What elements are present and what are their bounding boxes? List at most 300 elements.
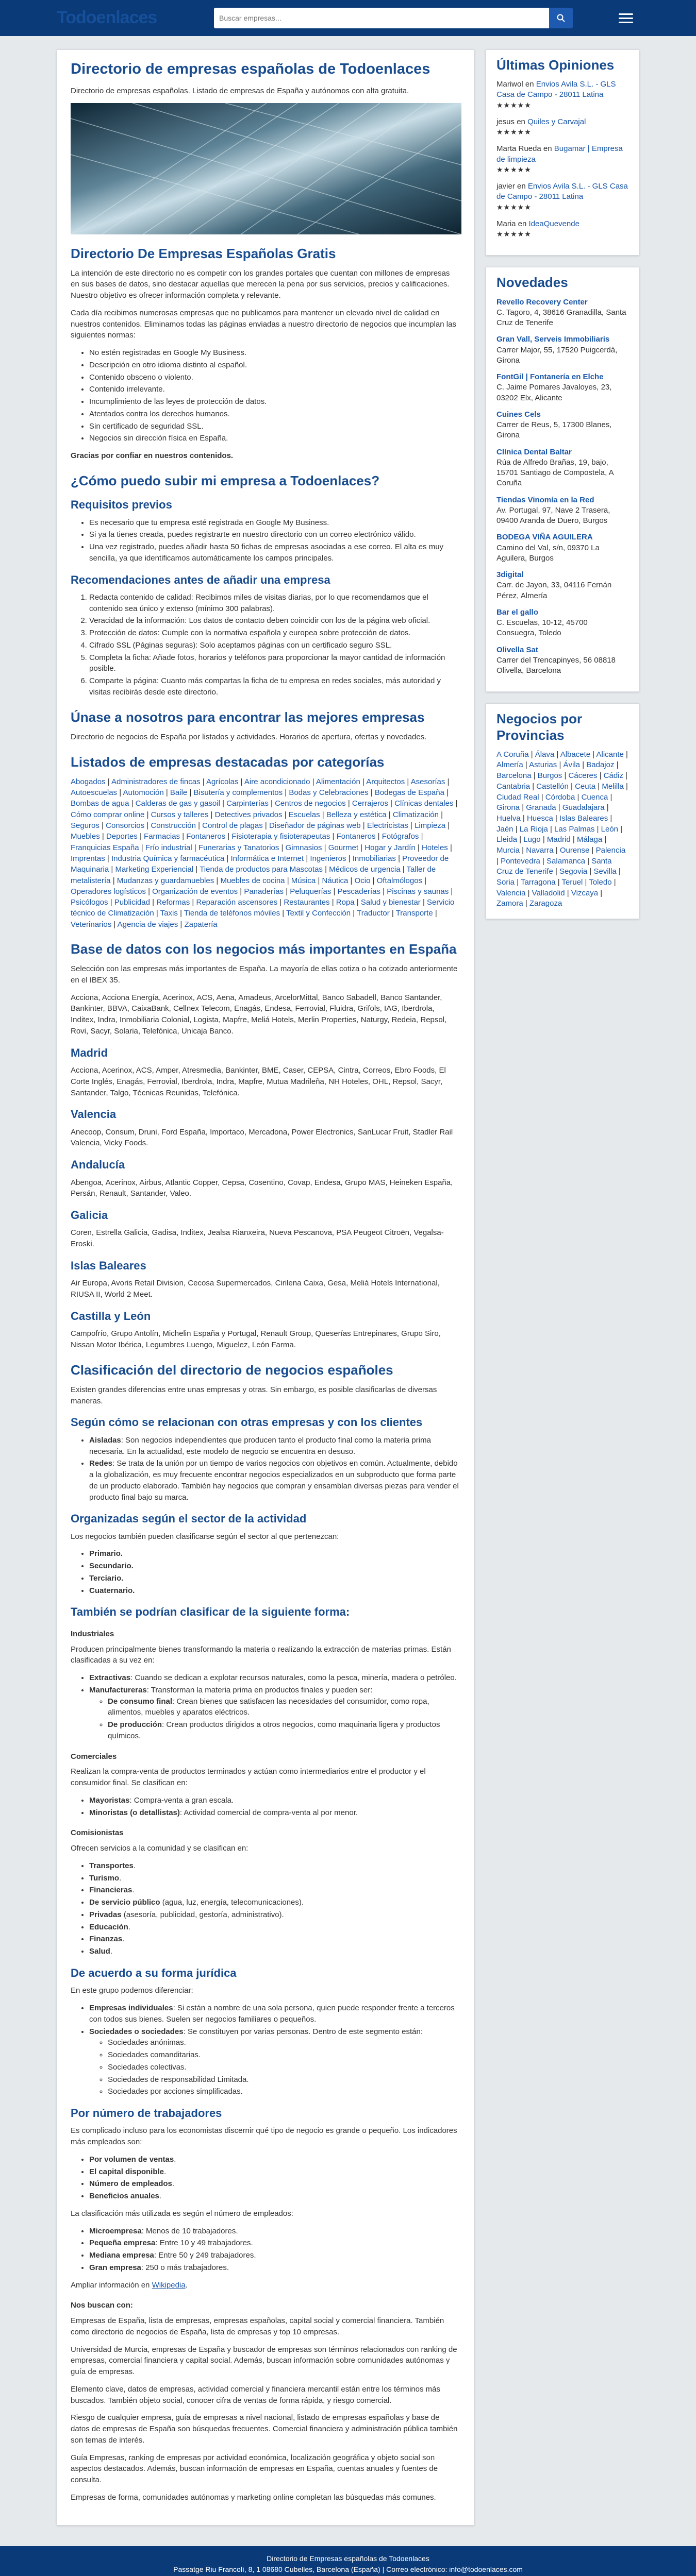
list-item-desc: : Entre 50 y 249 trabajadores. xyxy=(154,2251,256,2260)
category-link[interactable]: Transporte xyxy=(395,909,433,918)
list-item-desc: . xyxy=(119,1873,122,1883)
list-item-term: De servicio público xyxy=(89,1898,160,1907)
category-link[interactable]: Industria Química y farmacéutica xyxy=(111,854,225,863)
category-link[interactable]: Marketing Experiencial xyxy=(115,865,194,874)
rating-stars: ★★★★★ xyxy=(496,202,532,211)
list-item xyxy=(89,2238,460,2249)
region-title: Andalucía xyxy=(71,1158,125,1172)
category-link[interactable]: Cursos y talleres xyxy=(151,810,209,819)
news-list xyxy=(496,297,628,676)
alt-classification-title: También se podrían clasificar de la siguiente forma: xyxy=(71,1605,350,1619)
province-link[interactable]: Zamora xyxy=(496,899,523,908)
province-link[interactable]: Valencia xyxy=(496,888,526,897)
region-companies: Abengoa, Acerinox, Airbus, Atlantic Copper, Cepsa, Cosentino, Covap, Endesa, Grupo MAS, Heineken España, Persán, Renault, Santander, Valeo. xyxy=(71,1178,453,1198)
category-link[interactable]: Asesorías xyxy=(410,777,445,786)
category-link[interactable]: Reparación ascensores xyxy=(196,898,278,907)
list-item: • Descripción en otro idioma distinto al español. xyxy=(89,360,460,371)
news-company-address: Camino del Val, s/n, 09370 La Aguilera, Burgos xyxy=(496,543,600,563)
category-link[interactable]: Escuelas xyxy=(288,810,320,819)
region-companies: Air Europa, Avoris Retail Division, Cecosa Supermercados, Cirilena Caixa, Gesa, Meliá Hotels International, RIUSA II, World 2 Meet. xyxy=(71,1279,440,1299)
news-item xyxy=(496,410,628,441)
category-link[interactable]: Taxis xyxy=(160,909,178,918)
province-link[interactable]: Cádiz xyxy=(603,771,623,781)
category-link[interactable]: Automoción xyxy=(123,788,164,798)
list-item xyxy=(89,1934,460,1945)
list-item-desc: . xyxy=(110,1947,113,1956)
section-database-title: Base de datos con los negocios más importantes en España xyxy=(71,941,457,957)
sectors-title: Organizadas según el sector de la actividad xyxy=(71,1512,307,1526)
category-link[interactable]: Frío industrial xyxy=(145,843,192,852)
review-connector: en xyxy=(516,219,529,228)
province-link[interactable]: Santa Cruz de Tenerife xyxy=(496,856,612,876)
category-link[interactable]: Alimentación xyxy=(316,777,360,786)
list-item-desc: . xyxy=(164,2167,167,2176)
list-item-desc: (agua, luz, energía, telecomunicaciones). xyxy=(160,1898,304,1907)
category-link[interactable]: Hogar y Jardín xyxy=(364,843,416,852)
category-link[interactable]: Náutica xyxy=(322,876,349,885)
province-link[interactable]: Cuenca xyxy=(581,792,608,802)
category-link[interactable]: Servicio técnico de Climatización xyxy=(71,898,455,918)
province-link[interactable]: Valladolid xyxy=(532,888,565,897)
province-link[interactable]: Murcia xyxy=(496,845,520,855)
news-company-link[interactable]: Revello Recovery Center xyxy=(496,297,588,307)
list-item xyxy=(89,1672,460,1684)
category-link[interactable]: Belleza y estética xyxy=(326,810,387,819)
province-link[interactable]: Las Palmas xyxy=(554,824,595,834)
list-item-desc: : Cuando se dedican a explotar recursos naturales, como la pesca, minería, madera o petróleo. xyxy=(130,1673,457,1683)
news-company-link[interactable]: BODEGA VIÑA AGUILERA xyxy=(496,533,593,542)
review-connector: en xyxy=(515,182,528,191)
news-company-link[interactable]: Gran Vall, Serveis Immobiliaris xyxy=(496,335,610,344)
province-link[interactable]: Ceuta xyxy=(575,782,596,791)
category-link[interactable]: Publicidad xyxy=(114,898,150,907)
category-link[interactable]: Centros de negocios xyxy=(275,799,346,808)
category-link[interactable]: Bodas y Celebraciones xyxy=(289,788,369,798)
region-title: Castilla y León xyxy=(71,1309,151,1323)
category-link[interactable]: Aire acondicionado xyxy=(244,777,310,786)
page-title: Directorio de empresas españolas de Todoenlaces xyxy=(71,61,430,77)
news-company-link[interactable]: 3digital xyxy=(496,570,524,580)
province-link[interactable]: Barcelona xyxy=(496,771,532,781)
latest-reviews-box xyxy=(486,49,639,256)
category-link[interactable]: Mudanzas y guardamuebles xyxy=(117,876,214,885)
category-link[interactable]: Gimnasios xyxy=(285,843,322,852)
list-item-desc: : Crean productos dirigidos a otros negocios, como maquinaria ligera y productos químicos. xyxy=(108,1720,440,1740)
recommendations-title: Recomendaciones antes de añadir una empresa xyxy=(71,573,330,586)
list-item: ◦ Sociedades colectivas. xyxy=(108,2062,460,2073)
category-link[interactable]: Funerarias y Tanatorios xyxy=(198,843,279,852)
category-link[interactable]: Bombas de agua xyxy=(71,799,129,808)
province-link[interactable]: Melilla xyxy=(602,782,624,791)
site-logo[interactable]: Todoenlaces xyxy=(57,8,157,28)
category-link[interactable]: Farmacias xyxy=(144,832,180,841)
search-bar xyxy=(214,8,573,28)
news-company-address: C. Escuelas, 10-12, 45700 Consuegra, Toledo xyxy=(496,618,588,638)
list-item xyxy=(89,1860,460,1872)
list-item-term: Empresas individuales xyxy=(89,2004,173,2013)
category-link[interactable]: Restaurantes xyxy=(284,898,330,907)
list-item-term: Por volumen de ventas xyxy=(89,2155,174,2164)
review-user: jesus xyxy=(496,117,515,126)
region-title: Galicia xyxy=(71,1209,108,1222)
province-link[interactable]: Cáceres xyxy=(568,771,598,781)
recommendations-list xyxy=(71,592,460,698)
category-link[interactable]: Ocio xyxy=(354,876,371,885)
province-link[interactable]: Pontevedra xyxy=(501,856,540,866)
reviews-list xyxy=(496,79,628,240)
category-link[interactable]: Arquitectos xyxy=(366,777,405,786)
category-link[interactable]: Tienda de teléfonos móviles xyxy=(184,909,280,918)
news-item xyxy=(496,447,628,489)
list-item-desc: : Transforman la materia prima en productos finales y pueden ser: xyxy=(146,1685,373,1694)
list-item: • Primario. xyxy=(89,1548,460,1560)
wikipedia-link[interactable]: Wikipedia xyxy=(152,2280,186,2290)
list-item-term: Mediana empresa xyxy=(89,2251,154,2260)
category-link[interactable]: Textil y Confección xyxy=(286,909,351,918)
list-item: • Es necesario que tu empresa esté registrada en Google My Business. xyxy=(89,517,460,529)
list-item-desc: : Si están a nombre de una sola persona, quien puede responder frente a terceros con todos sus bienes. Suelen ser negocios familiares o pequeños. xyxy=(89,2004,455,2024)
provinces-title: Negocios por Provincias xyxy=(496,711,583,743)
category-link[interactable]: Limpieza xyxy=(415,821,446,831)
news-company-address: Rúa de Alfredo Brañas, 19, bajo, 15701 Santiago de Compostela, A Coruña xyxy=(496,457,614,488)
thanks-text: Gracias por confiar en nuestros contenidos. xyxy=(71,451,234,461)
list-item: ◦ Sociedades por acciones simplificadas. xyxy=(108,2086,460,2097)
province-link[interactable]: Córdoba xyxy=(545,792,575,802)
regions-list xyxy=(71,1046,460,1351)
manufacturing-sublist xyxy=(89,1696,460,1742)
categories-links: Abogados | Administradores de fincas | Agrícolas | Aire acondicionado | Alimentación | Arquitectos | Asesorías | Autoescuelas | Automoción | Baile | Bisutería y complementos | Bodas y Celebraciones | Bodegas de España | Bombas de agua | Calderas de gas y gasoil | Carpinterías | Centros de negocios | Cerrajeros | Clínicas dentales | Cómo comprar online | Cursos y talleres | Detectives privados | Escuelas | Belleza y estética | Climatización | Seguros | Consorcios | Construcción | Control de plagas | Diseñador de páginas web | Electricistas | Limpieza | Muebles | Deportes | Farmacias | Fontaneros | Fisioterapia y fisioterapeutas | Fontaneros | Fotógrafos | Franquicias España | Frío industrial | Funerarias y Tanatorios | Gimnasios | Gourmet | Hogar y Jardín | Hoteles | Imprentas | Industria Química y farmacéutica | Informática e Internet | Ingenieros | Inmobiliarias | Proveedor de Maquinaria | Marketing Experiencial | Tienda de productos para Mascotas | Médicos de urgencia | Taller de metalistería | Mudanzas y guardamuebles | Muebles de cocina | Música | Náutica | Ocio | Oftalmólogos | Operadores logísticos | Organización de eventos | Panaderías | Peluquerías | Pescaderías | Piscinas y saunas | Psicólogos | Publicidad | Reformas | Reparación ascensores | Restaurantes | Ropa | Salud y bienestar | Servicio técnico de Climatización | Taxis | Tienda de teléfonos móviles | Textil y Confección | Traductor | Transporte | Veterinarios | Agencia de viajes | Zapatería xyxy=(71,777,458,929)
province-link[interactable]: Soria xyxy=(496,878,515,887)
category-link[interactable]: Abogados xyxy=(71,777,106,786)
requirements-list xyxy=(71,517,460,564)
section-free-directory-p2: Cada día recibimos numerosas empresas que no publicamos para mantener un elevado nivel de calidad en nuestros contenidos. Eliminamos todas las páginas enviadas a nuestro directorio de negocios que incumplan las siguientes normas: xyxy=(71,308,456,340)
list-item-term: Manufactureras xyxy=(89,1685,147,1694)
province-link[interactable]: Alicante xyxy=(596,750,624,759)
category-link[interactable]: Organización de eventos xyxy=(152,887,238,896)
province-link[interactable]: Huelva xyxy=(496,814,521,823)
news-company-link[interactable]: FontGil | Fontanería en Elche xyxy=(496,372,604,382)
search-input[interactable] xyxy=(214,8,549,28)
province-link[interactable]: Almería xyxy=(496,760,523,770)
list-item xyxy=(89,1946,460,1957)
province-link[interactable]: Zaragoza xyxy=(529,899,562,908)
news-company-address: Av. Portugal, 97, Nave 2 Trasera, 09400 Aranda de Duero, Burgos xyxy=(496,505,610,526)
commercial-list xyxy=(71,1795,460,1819)
category-link[interactable]: Música xyxy=(291,876,316,885)
list-item xyxy=(108,1696,460,1719)
industrial-intro: Producen principalmente bienes transformando la materia o realizando la extracción de materias primas. Están clasificadas a su vez en: xyxy=(71,1645,451,1665)
search-terms-paragraph: Guía Empresas, ranking de empresas por actividad económica, localización geográfica y objeto social son aspectos destacados. Además, buscan información de empresas en España, cuentas anuales y fuentes de consulta. xyxy=(71,2453,438,2485)
province-link[interactable]: Salamanca xyxy=(546,856,586,866)
list-item-term: Gran empresa xyxy=(89,2263,141,2272)
province-link[interactable]: Álava xyxy=(535,750,555,759)
section-free-directory-title: Directorio De Empresas Españolas Gratis xyxy=(71,245,336,261)
review-item xyxy=(496,219,628,240)
region-title: Islas Baleares xyxy=(71,1259,146,1272)
category-link[interactable]: Clínicas dentales xyxy=(394,799,454,808)
footer-title: Directorio de Empresas españolas de Todoenlaces xyxy=(267,2554,429,2563)
list-item-desc: (asesoría, publicidad, gestoría, administrativo). xyxy=(121,1910,284,1919)
provinces-links: A Coruña | Álava | Albacete | Alicante | Almería | Asturias | Ávila | Badajoz | Barcelona | Burgos | Cáceres | Cádiz | Cantabria | Castellón | Ceuta | Melilla | Ciudad Real | Córdoba | Cuenca | Girona | Granada | Guadalajara | Huelva | Huesca | Islas Baleares | Jaén | La Rioja | Las Palmas | León | Lleida | Lugo | Madrid | Málaga | Murcia | Navarra | Ourense | Palencia | Pontevedra | Salamanca | Santa Cruz de Tenerife | Segovia | Sevilla | Soria | Tarragona | Teruel | Toledo | Valencia | Valladolid | Vizcaya | Zamora | Zaragoza xyxy=(496,750,628,908)
category-link[interactable]: Diseñador de páginas web xyxy=(269,821,361,831)
category-link[interactable]: Cerrajeros xyxy=(352,799,388,808)
category-link[interactable]: Zapatería xyxy=(184,920,218,929)
list-item-term: Finanzas xyxy=(89,1935,123,1944)
category-link[interactable]: Pescaderías xyxy=(337,887,380,896)
review-company-link[interactable]: Envios Avila S.L. - GLS Casa de Campo - 28011 Latina xyxy=(496,182,628,201)
company-types-sublist xyxy=(89,2037,460,2097)
category-link[interactable]: Muebles de cocina xyxy=(220,876,285,885)
search-terms-paragraph: Universidad de Murcia, empresas de España y buscador de empresas son términos relacionados con ranking de empresas, comercial financiera y capital social. Además, buscan información sobre comunidades autónomas y guía de empresas. xyxy=(71,2345,457,2377)
building-illustration xyxy=(71,103,461,234)
industrial-list xyxy=(71,1672,460,1742)
list-item-desc: . xyxy=(174,2155,176,2164)
list-item-term: El capital disponible xyxy=(89,2167,164,2176)
region-companies: Campofrío, Grupo Antolín, Michelin España y Portugal, Renault Group, Queserías Entrepinares, Grupo Siro, Nissan Motor Ibérica, Legumbres Luengo, Miguelez, León Farma. xyxy=(71,1329,441,1350)
footer-email-link[interactable]: info@todoenlaces.com xyxy=(449,2565,523,2574)
news-item xyxy=(496,334,628,366)
news-box xyxy=(486,267,639,692)
list-item-desc: : 250 o más trabajadores. xyxy=(141,2263,229,2272)
category-link[interactable]: Construcción xyxy=(151,821,196,831)
news-company-link[interactable]: Cuines Cels xyxy=(496,410,541,419)
review-connector: en xyxy=(541,144,554,154)
list-item: • Atentados contra los derechos humanos. xyxy=(89,409,460,420)
category-link[interactable]: Detectives privados xyxy=(214,810,283,819)
province-link[interactable]: Palencia xyxy=(595,845,626,855)
list-item xyxy=(89,1685,460,1742)
category-link[interactable]: Carpinterías xyxy=(226,799,269,808)
review-item xyxy=(496,144,628,175)
province-link[interactable]: Teruel xyxy=(561,878,583,887)
classification-intro: Existen grandes diferencias entre unas empresas y otras. Sin embargo, es posible clasificarlas de diversas maneras. xyxy=(71,1385,437,1405)
list-item xyxy=(89,1435,460,1458)
list-item: • Negocios sin dirección física en España. xyxy=(89,433,460,444)
category-link[interactable]: Autoescuelas xyxy=(71,788,118,798)
requirements-title: Requisitos previos xyxy=(71,498,172,512)
province-link[interactable]: Granada xyxy=(526,803,556,812)
province-link[interactable]: Navarra xyxy=(526,845,554,855)
relations-title: Según cómo se relacionan con otras empresas y con los clientes xyxy=(71,1416,423,1429)
news-company-link[interactable]: Olivella Sat xyxy=(496,645,538,654)
category-link[interactable]: Taller de metalistería xyxy=(71,865,436,885)
top-navbar xyxy=(0,0,696,36)
province-link[interactable]: Jaén xyxy=(496,824,513,834)
province-link[interactable]: Segovia xyxy=(559,867,588,876)
news-company-address: Carr. de Jayon, 33, 04116 Fernán Pérez, Almería xyxy=(496,581,612,600)
province-link[interactable]: Guadalajara xyxy=(562,803,605,812)
list-item-desc: . xyxy=(159,2192,162,2201)
relations-list xyxy=(71,1435,460,1503)
list-item-term: Beneficios anuales xyxy=(89,2192,159,2201)
list-item: • Sin certificado de seguridad SSL. xyxy=(89,421,460,432)
province-link[interactable]: Madrid xyxy=(546,835,571,844)
province-link[interactable]: Ávila xyxy=(563,760,581,770)
province-link[interactable]: Burgos xyxy=(537,771,562,781)
category-link[interactable]: Piscinas y saunas xyxy=(387,887,449,896)
category-link[interactable]: Tienda de productos para Mascotas xyxy=(200,865,323,874)
province-link[interactable]: Lugo xyxy=(523,835,541,844)
province-link[interactable]: Tarragona xyxy=(521,878,556,887)
province-link[interactable]: Sevilla xyxy=(593,867,617,876)
latest-reviews-title: Últimas Opiniones xyxy=(496,57,615,73)
list-item-term: Minoristas (o detallistas) xyxy=(89,1808,180,1817)
category-link[interactable]: Médicos de urgencia xyxy=(329,865,401,874)
industrial-title: Industriales xyxy=(71,1629,114,1638)
province-link[interactable]: León xyxy=(601,824,619,834)
category-link[interactable]: Climatización xyxy=(392,810,439,819)
region-companies: Anecoop, Consum, Druni, Ford España, Importaco, Mercadona, Power Electronics, SanLucar Fruit, Stadler Rail Valencia, Vicky Foods. xyxy=(71,1127,453,1148)
province-link[interactable]: Badajoz xyxy=(586,760,615,770)
category-link[interactable]: Fisioterapia y fisioterapeutas xyxy=(231,832,330,841)
category-link[interactable]: Seguros xyxy=(71,821,100,831)
search-terms-paragraph: Empresas de forma, comunidades autónomas y marketing online completan las búsquedas más comunes. xyxy=(71,2493,436,2502)
search-terms-paragraphs xyxy=(71,2315,460,2503)
section-upload-title: ¿Cómo puedo subir mi empresa a Todoenlaces? xyxy=(71,472,380,488)
site-footer xyxy=(0,2546,696,2576)
hamburger-menu-icon[interactable] xyxy=(619,8,639,28)
review-company-link[interactable]: IdeaQuevende xyxy=(528,219,579,228)
list-item xyxy=(89,2191,460,2202)
workers-title: Por número de trabajadores xyxy=(71,2107,222,2120)
wikipedia-line: Ampliar información en Wikipedia. xyxy=(71,2280,188,2290)
list-item-desc: : Son negocios independientes que producen tanto el producto final como la materia prima necesaria. En la actualidad, este modelo de negocio se encuentra en desuso. xyxy=(89,1435,431,1456)
services-intro: Ofrecen servicios a la comunidad y se clasifican en: xyxy=(71,1844,248,1853)
list-item-desc: . xyxy=(172,2179,175,2189)
legal-form-title: De acuerdo a su forma jurídica xyxy=(71,1966,237,1979)
list-item-term: Microempresa xyxy=(89,2226,142,2235)
list-item xyxy=(89,2003,460,2025)
legal-form-list xyxy=(71,2003,460,2097)
category-link[interactable]: Consorcios xyxy=(106,821,145,831)
category-link[interactable]: Informática e Internet xyxy=(230,854,304,863)
province-link[interactable]: Málaga xyxy=(576,835,603,844)
province-link[interactable]: Girona xyxy=(496,803,520,812)
list-item xyxy=(89,2262,460,2274)
province-link[interactable]: Vizcaya xyxy=(571,888,599,897)
news-item xyxy=(496,495,628,527)
province-link[interactable]: Islas Baleares xyxy=(559,814,608,823)
news-company-link[interactable]: Clínica Dental Baltar xyxy=(496,447,572,456)
list-item-term: Transportes xyxy=(89,1861,134,1870)
services-list xyxy=(71,1860,460,1957)
list-item-desc: : Se constituyen por varias personas. Dentro de este segmento están: xyxy=(183,2027,423,2036)
category-link[interactable]: Bisutería y complementos xyxy=(193,788,283,798)
category-link[interactable]: Agencia de viajes xyxy=(117,920,178,929)
province-link[interactable]: Huesca xyxy=(526,814,553,823)
category-link[interactable]: Calderas de gas y gasoil xyxy=(135,799,220,808)
province-link[interactable]: Albacete xyxy=(560,750,591,759)
list-item-desc: : Menos de 10 trabajadores. xyxy=(141,2226,238,2235)
list-item-desc: . xyxy=(128,1922,131,1931)
workers-intro-2: La clasificación más utilizada es según el número de empleados: xyxy=(71,2209,293,2218)
review-company-link[interactable]: Envios Avila S.L. - GLS Casa de Campo - 28011 Latina xyxy=(496,80,616,99)
category-link[interactable]: Reformas xyxy=(156,898,190,907)
news-company-address: Carrer Major, 55, 17520 Puigcerdà, Girona xyxy=(496,345,618,365)
category-link[interactable]: Deportes xyxy=(106,832,138,841)
category-link[interactable]: Proveedor de Maquinaria xyxy=(71,854,449,874)
category-link[interactable]: Cómo comprar online xyxy=(71,810,145,819)
list-item-desc: : Actividad comercial de compra-venta al por menor. xyxy=(179,1808,358,1817)
category-link[interactable]: Administradores de fincas xyxy=(111,777,201,786)
category-link[interactable]: Bodegas de España xyxy=(374,788,444,798)
list-item-term: Extractivas xyxy=(89,1673,131,1683)
category-link[interactable]: Ingenieros xyxy=(310,854,346,863)
province-link[interactable]: Lleida xyxy=(496,835,518,844)
province-link[interactable]: Ourense xyxy=(559,845,590,855)
list-item: ◦ Sociedades anónimas. xyxy=(108,2037,460,2048)
category-link[interactable]: Hoteles xyxy=(421,843,448,852)
list-item xyxy=(89,2178,460,2190)
province-link[interactable]: Castellón xyxy=(536,782,569,791)
news-company-link[interactable]: Bar el gallo xyxy=(496,607,538,617)
category-link[interactable]: Operadores logísticos xyxy=(71,887,146,896)
category-link[interactable]: Baile xyxy=(170,788,188,798)
province-link[interactable]: Asturias xyxy=(529,760,557,770)
category-link[interactable]: Agrícolas xyxy=(206,777,239,786)
list-item: • Incumplimiento de las leyes de protección de datos. xyxy=(89,396,460,408)
category-link[interactable]: Gourmet xyxy=(328,843,359,852)
category-link[interactable]: Muebles xyxy=(71,832,100,841)
category-link[interactable]: Veterinarios xyxy=(71,920,112,929)
news-company-address: Carrer del Trencapinyes, 56 08818 Olivella, Barcelona xyxy=(496,655,616,675)
list-item: 3. Protección de datos: Cumple con la normativa española y europea sobre protección de datos. xyxy=(89,628,460,639)
category-link[interactable]: Franquicias España xyxy=(71,843,139,852)
province-link[interactable]: Ciudad Real xyxy=(496,792,539,802)
province-link[interactable]: La Rioja xyxy=(519,824,548,834)
category-link[interactable]: Imprentas xyxy=(71,854,105,863)
list-item xyxy=(89,2226,460,2237)
category-link[interactable]: Ropa xyxy=(336,898,355,907)
province-link[interactable]: A Coruña xyxy=(496,750,529,759)
category-link[interactable]: Fontaneros xyxy=(186,832,226,841)
list-item xyxy=(89,1885,460,1896)
category-link[interactable]: Inmobiliarias xyxy=(352,854,396,863)
list-item-term: Aisladas xyxy=(89,1435,121,1445)
review-item xyxy=(496,181,628,213)
list-item xyxy=(89,1807,460,1819)
province-link[interactable]: Toledo xyxy=(589,878,612,887)
news-title: Novedades xyxy=(496,275,568,291)
list-item-term: Educación xyxy=(89,1922,128,1931)
search-terms-paragraph: Empresas de España, lista de empresas, empresas españolas, capital social y comercial financiera. También como directorio de negocios de España, lista de empresas y top 10 empresas. xyxy=(71,2316,444,2336)
list-item: • Secundario. xyxy=(89,1561,460,1572)
category-link[interactable]: Control de plagas xyxy=(202,821,263,831)
list-item xyxy=(89,2154,460,2165)
province-link[interactable]: Cantabria xyxy=(496,782,531,791)
category-link[interactable]: Electricistas xyxy=(367,821,408,831)
list-item-desc: . xyxy=(122,1935,125,1944)
category-link[interactable]: Panaderías xyxy=(244,887,284,896)
category-link[interactable]: Oftalmólogos xyxy=(376,876,423,885)
category-link[interactable]: Traductor xyxy=(357,909,390,918)
review-company-link[interactable]: Bugamar | Empresa de limpieza xyxy=(496,144,623,164)
list-item-term: Mayoristas xyxy=(89,1795,130,1805)
category-link[interactable]: Fontaneros xyxy=(336,832,376,841)
list-item-desc: : Crean bienes que satisfacen las necesidades del consumidor, como ropa, alimentos, muebles y aparatos eléctricos. xyxy=(108,1697,429,1717)
services-title: Comisionistas xyxy=(71,1828,124,1838)
database-company-list: Acciona, Acciona Energía, Acerinox, ACS, Aena, Amadeus, ArcelorMittal, Banco Sabadell, Banco Santander, Bankinter, BBVA, CaixaBank, Cellnex Telecom, Enagás, Endesa, Ferrovial, Fluidra, Grifols, IAG, Iberdrola, Inditex, Indra, Inmobiliaria Colonial, Logista, Mapfre, Meliá Hotels, Merlin Properties, Naturgy, Redeia, Repsol, Rovi, Sacyr, Solaria, Telefónica, Unicaja Banco. xyxy=(71,993,447,1036)
search-button[interactable] xyxy=(549,8,573,28)
list-item: • Una vez registrado, puedes añadir hasta 50 fichas de empresas asociadas a ese correo. El alta es muy sencilla, ya que identificamos automáticamente los campos principales. xyxy=(89,541,460,564)
review-company-link[interactable]: Quiles y Carvajal xyxy=(527,117,586,126)
category-link[interactable]: Fotógrafos xyxy=(382,832,419,841)
category-link[interactable]: Psicólogos xyxy=(71,898,108,907)
sectors-intro: Los negocios también pueden clasificarse según el sector al que pertenezcan: xyxy=(71,1532,339,1541)
category-link[interactable]: Peluquerías xyxy=(290,887,332,896)
news-company-link[interactable]: Tiendas Vinomía en la Red xyxy=(496,495,594,504)
category-link[interactable]: Salud y bienestar xyxy=(360,898,421,907)
